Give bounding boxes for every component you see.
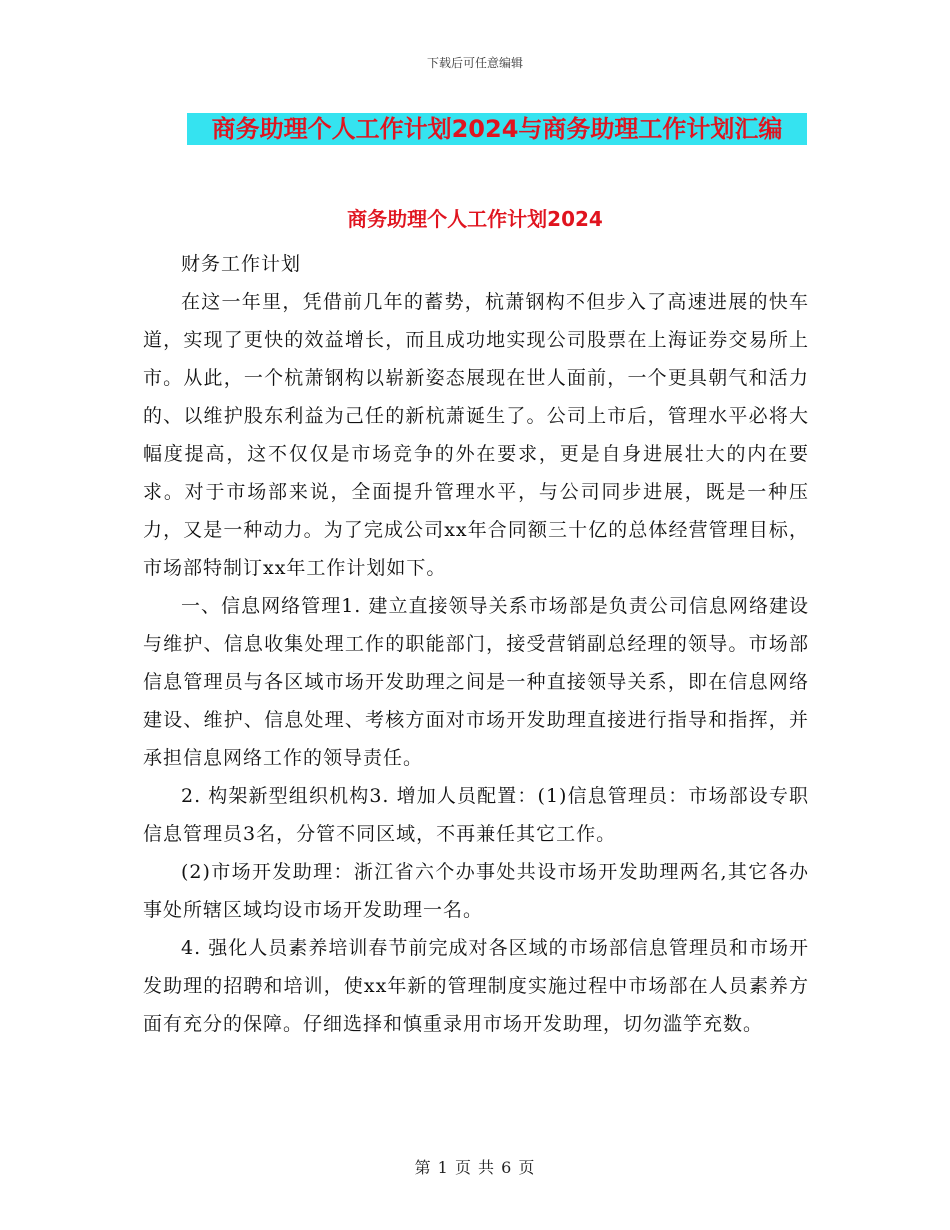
page-footer: 第 1 页 共 6 页 [414, 1158, 536, 1177]
header-note: 下载后可任意编辑 [426, 56, 523, 70]
paragraph: 4. 强化人员素养培训春节前完成对各区域的市场部信息管理员和市场开发助理的招聘和培训，使xx年新的管理制度实施过程中市场部在人员素养方面有充分的保障。仔细选择和慎重录用市场开发助理，切勿滥竽充数。 [143, 937, 809, 1035]
paragraph: (2)市场开发助理：浙江省六个办事处共设市场开发助理两名,其它各办事处所辖区域均设市场开发助理一名。 [143, 861, 809, 921]
section-title: 商务助理个人工作计划2024 [347, 207, 603, 231]
paragraph: 一、信息网络管理1. 建立直接领导关系市场部是负责公司信息网络建设与维护、信息收集处理工作的职能部门，接受营销副总经理的领导。市场部信息管理员与各区域市场开发助理之间是一种直接领导关系，即在信息网络建设、维护、信息处理、考核方面对市场开发助理直接进行指导和指挥，并承担信息网络工作的领导责任。 [143, 595, 809, 769]
main-title-highlight [187, 113, 807, 145]
paragraph: 财务工作计划 [181, 253, 302, 275]
document-body [143, 245, 809, 1043]
paragraph: 2. 构架新型组织机构3. 增加人员配置：(1)信息管理员：市场部设专职信息管理员3名，分管不同区域，不再兼任其它工作。 [143, 785, 809, 845]
paragraph: 在这一年里，凭借前几年的蓄势，杭萧钢构不但步入了高速进展的快车道，实现了更快的效益增长，而且成功地实现公司股票在上海证券交易所上市。从此，一个杭萧钢构以崭新姿态展现在世人面前，一个更具朝气和活力的、以维护股东利益为己任的新杭萧诞生了。公司上市后，管理水平必将大幅度提高，这不仅仅是市场竞争的外在要求，更是自身进展壮大的内在要求。对于市场部来说，全面提升管理水平，与公司同步进展，既是一种压力，又是一种动力。为了完成公司xx年合同额三十亿的总体经营管理目标，市场部特制订xx年工作计划如下。 [143, 291, 809, 579]
main-title: 商务助理个人工作计划2024与商务助理工作计划汇编 [211, 115, 783, 143]
